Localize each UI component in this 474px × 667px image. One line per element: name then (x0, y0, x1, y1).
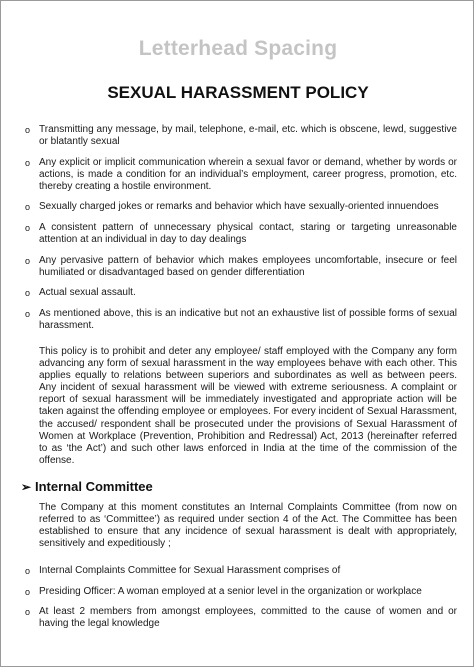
page-title: SEXUAL HARASSMENT POLICY (107, 83, 369, 102)
list-item (25, 255, 457, 279)
list-item (25, 124, 457, 148)
arrow-bullet-icon: ➢ (21, 480, 32, 494)
list-item (25, 308, 457, 332)
bullet-icon: o (25, 566, 31, 576)
list-item-text: Any explicit or implicit communication wherein a sexual favor or demand, whether by words or actions, is made a condition for an individual’s employment, career progress, promotion, etc. thereby creating a hostile environment. (39, 156, 457, 192)
list-item (25, 287, 457, 299)
list-item (25, 222, 457, 246)
list-item-text: At least 2 members from amongst employees, committed to the cause of women and or having the legal knowledge (39, 606, 457, 630)
bullet-icon: o (25, 125, 31, 135)
bullet-icon: o (25, 255, 31, 266)
list-item (25, 157, 457, 193)
bullet-icon: o (25, 586, 31, 597)
bullet-icon: o (25, 607, 31, 618)
list-item (25, 565, 457, 577)
list-item-text: Actual sexual assault. (39, 287, 136, 299)
list-item (25, 586, 457, 598)
list-item (25, 606, 457, 630)
list-item-text: Sexually charged jokes or remarks and behavior which have sexually-oriented innuendoes (39, 201, 439, 213)
harassment-examples-list (25, 124, 457, 341)
bullet-icon: o (25, 202, 31, 213)
list-item-text: A consistent pattern of unnecessary physical contact, staring or targeting unreasonable attention at an individual in day to day dealings (39, 222, 457, 246)
letterhead-placeholder: Letterhead Spacing (138, 37, 338, 60)
committee-paragraph: The Company at this moment constitutes an Internal Complaints Committee (from now on referred to as ‘Committee’) as required under section 4 of the Act. The Committee has been established to ensure that any incidence of sexual harassment is dealt with appropriately, sensitively and expeditiously ; (39, 502, 457, 550)
section-heading (21, 479, 461, 494)
list-item-text: As mentioned above, this is an indicative but not an exhaustive list of possible forms of sexual harassment. (39, 308, 457, 332)
bullet-icon: o (25, 157, 31, 168)
bullet-icon: o (25, 223, 31, 234)
list-item-text: Any pervasive pattern of behavior which makes employees uncomfortable, insecure or feel humiliated or disadvantaged based on gender differentiation (39, 254, 457, 278)
policy-paragraph: This policy is to prohibit and deter any employee/ staff employed with the Company any form advancing any form of sexual harassment in the way employees behave with each other. This applies equally to relations between superiors and subordinates as well as between peers. Any incident of sexual harassment will be viewed with extreme seriousness. A complaint or report of sexual harassment will be immediately investigated and appropriate action will be taken against the offending employee or employees. For every incident of Sexual Harassment, the accused/ respondent shall be prosecuted under the provisions of Sexual Harassment of Women at Workplace (Prevention, Prohibition and Redressal) Act, 2013 (hereinafter referred to as ‘the Act’) and such other laws enforced in India at the time of the commission of the offense. (39, 346, 457, 466)
list-item-text: Transmitting any message, by mail, telephone, e-mail, etc. which is obscene, lewd, suggestive or blatantly sexual (39, 124, 457, 148)
list-item-text: Internal Complaints Committee for Sexual Harassment comprises of (39, 565, 341, 576)
bullet-icon: o (25, 309, 31, 320)
bullet-icon: o (25, 288, 31, 299)
committee-composition-list (25, 565, 457, 639)
list-item-text: Presiding Officer: A woman employed at a senior level in the organization or workplace (39, 585, 422, 597)
section-heading-text: Internal Committee (35, 479, 153, 494)
list-item (25, 201, 457, 213)
